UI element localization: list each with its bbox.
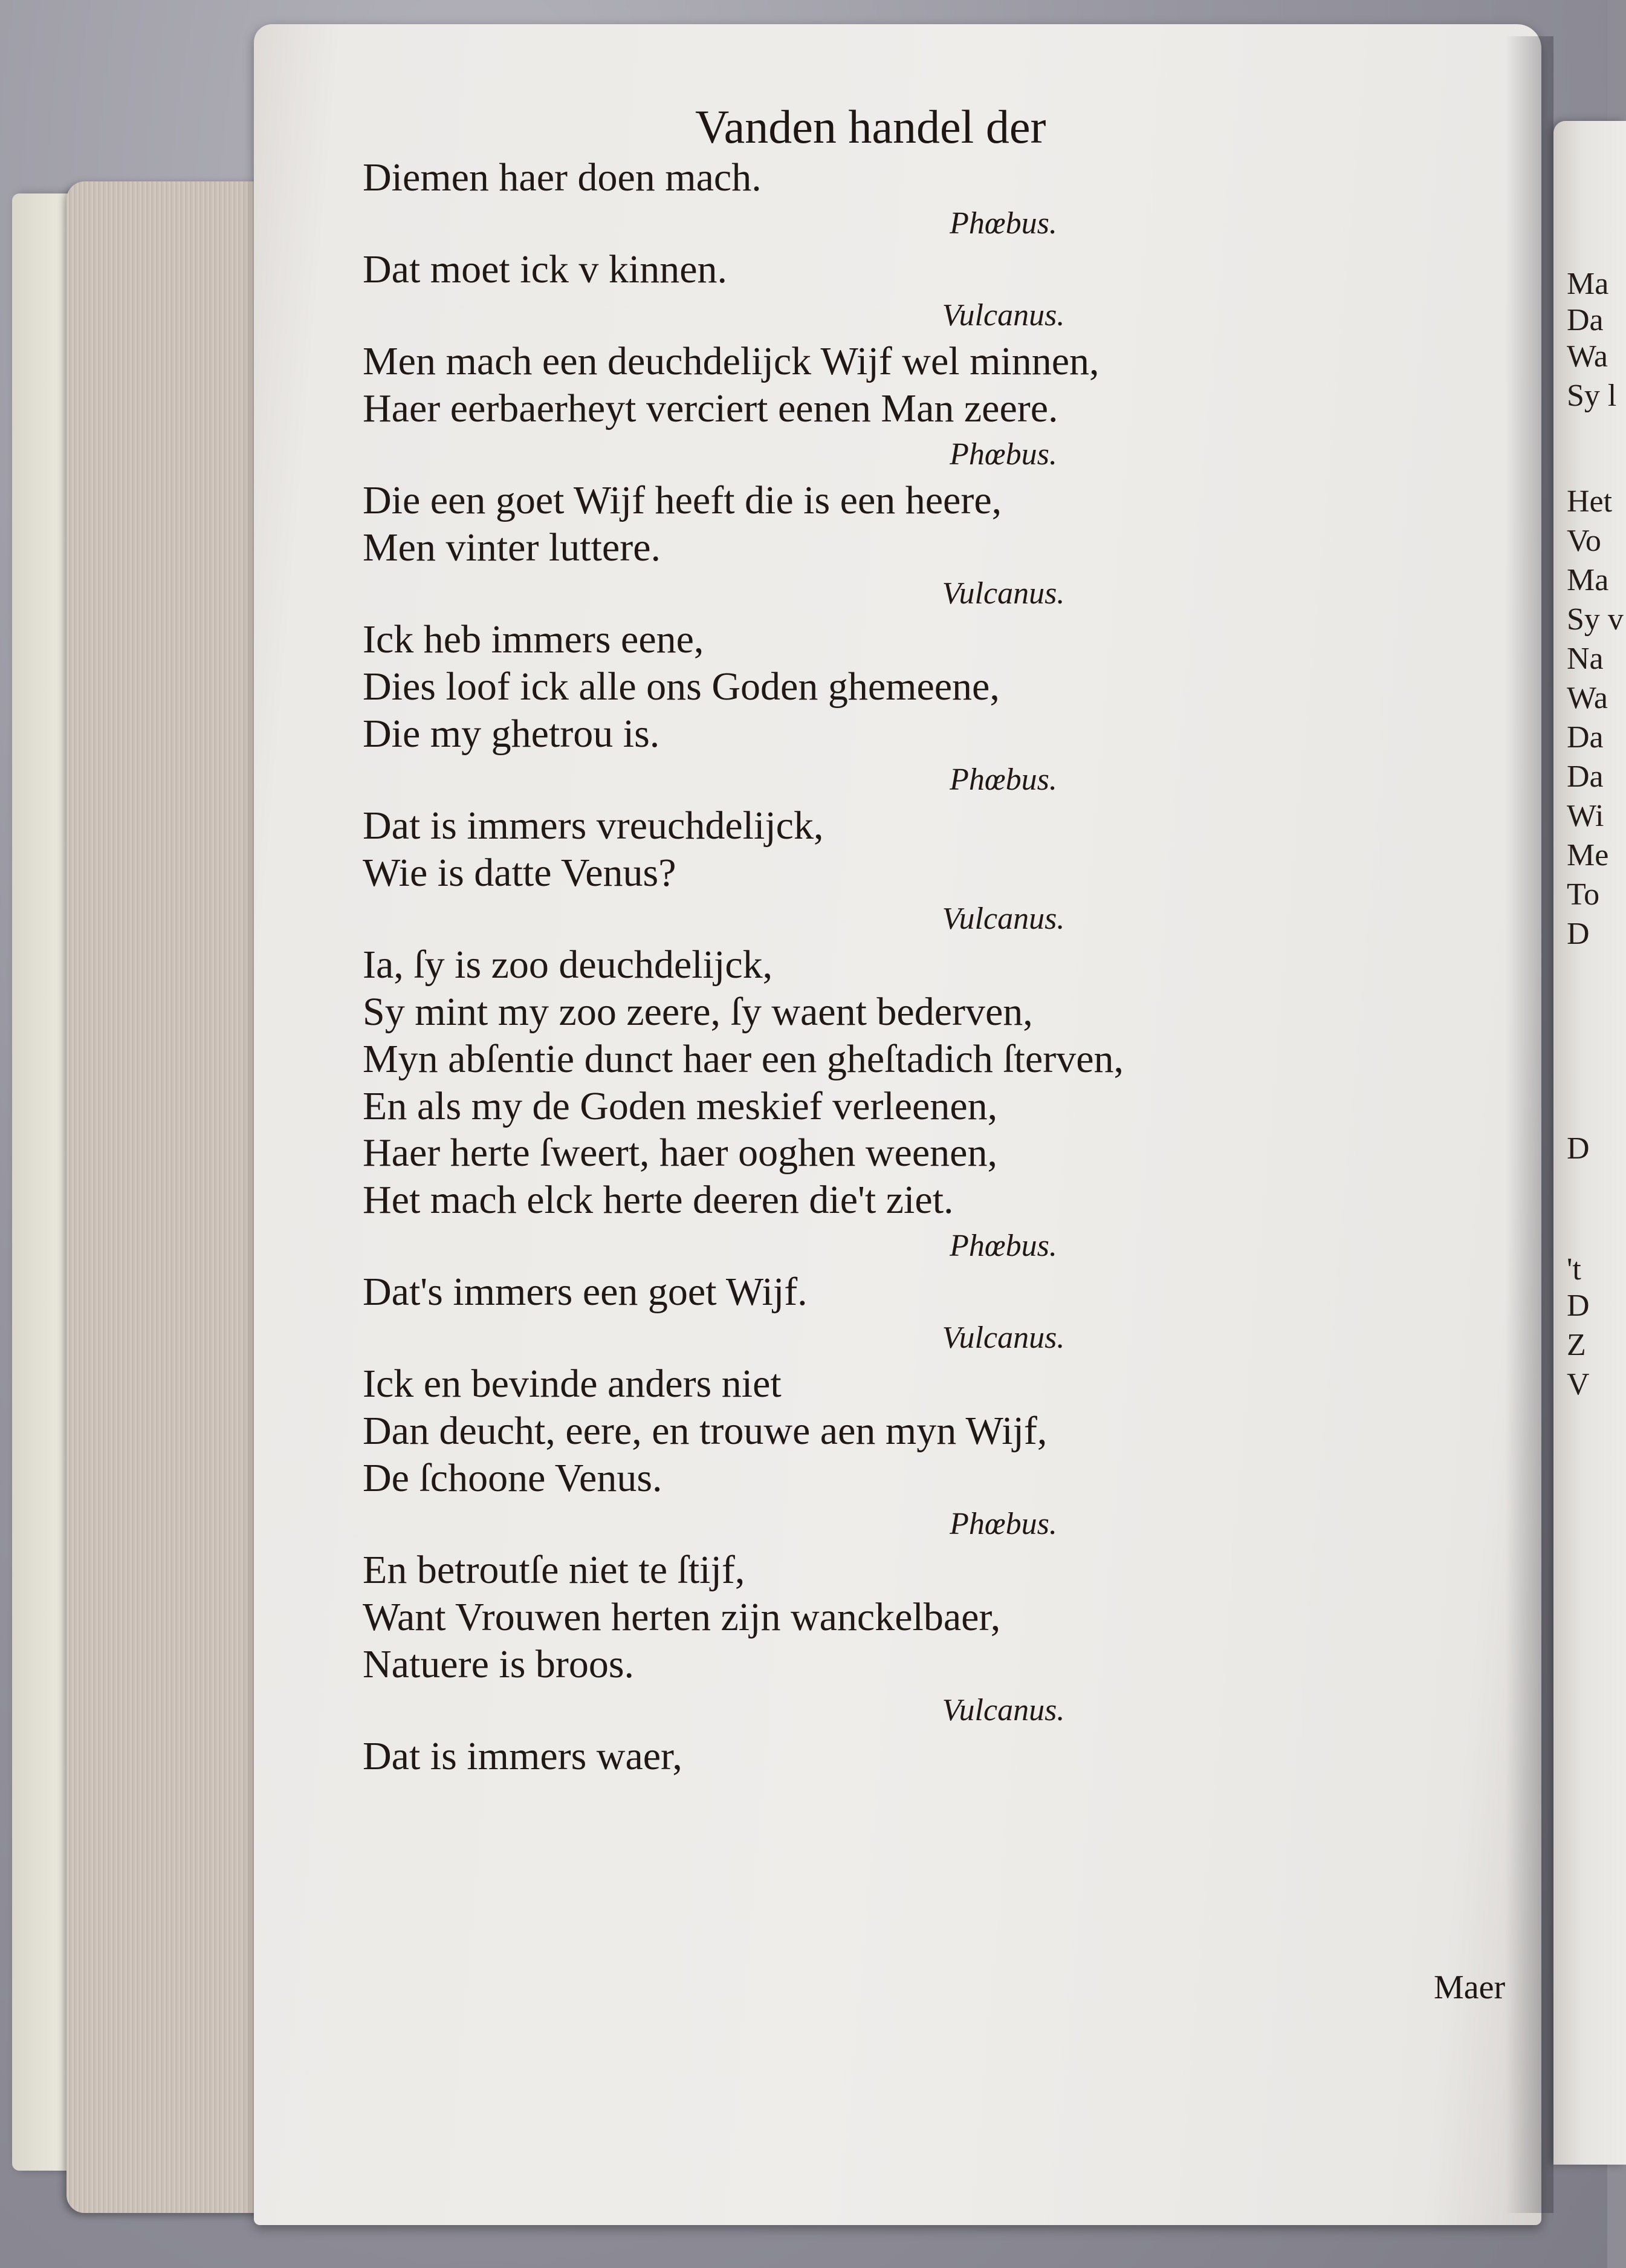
speaker-name: Phœbus.	[950, 206, 1057, 241]
verse-line: Wie is datte Venus?	[363, 850, 676, 895]
facing-page-fragment: Sy l	[1567, 379, 1617, 413]
facing-page-fragment: Me	[1567, 838, 1609, 872]
speaker-name: Phœbus.	[950, 1506, 1057, 1541]
verse-line: Diemen haer doen mach.	[363, 155, 762, 200]
facing-page-fragment: Het	[1567, 484, 1613, 519]
facing-page-fragment: Sy v	[1567, 602, 1624, 637]
speaker-name: Phœbus.	[950, 1228, 1057, 1263]
facing-page-fragment: To	[1567, 877, 1600, 912]
gutter-shadow	[1505, 36, 1553, 2213]
verse-line: Haer herte ſweert, haer ooghen weenen,	[363, 1131, 997, 1175]
facing-page-fragment: Wi	[1567, 799, 1604, 833]
verse-line: En betroutſe niet te ſtijf,	[363, 1548, 745, 1593]
speaker-name: Vulcanus.	[942, 297, 1065, 333]
facing-page-fragment: Wa	[1567, 339, 1608, 374]
verse-line: Dat is immers waer,	[363, 1734, 682, 1779]
facing-page-fragment: D	[1567, 917, 1590, 951]
facing-page-fragment: Wa	[1567, 681, 1608, 715]
verse-line: Dat moet ick v kinnen.	[363, 247, 728, 292]
speaker-name: Vulcanus.	[942, 1692, 1065, 1727]
speaker-name: Vulcanus.	[942, 576, 1065, 611]
facing-page-fragment: Da	[1567, 759, 1604, 794]
facing-page-fragment: D	[1567, 1131, 1590, 1166]
facing-page-fragment: Z	[1567, 1328, 1586, 1362]
verse-line: Dat is immers vreuchdelijck,	[363, 804, 824, 848]
verse-line: Dat's immers een goet Wijf.	[363, 1270, 808, 1314]
facing-page-fragment: Na	[1567, 642, 1604, 676]
speaker-name: Phœbus.	[950, 437, 1057, 472]
facing-page-fragment: 't	[1567, 1252, 1581, 1287]
verse-line: Natuere is broos.	[363, 1642, 635, 1686]
facing-page-fragment: D	[1567, 1288, 1590, 1323]
facing-page-fragment: V	[1567, 1367, 1590, 1402]
facing-page-fragment: Da	[1567, 720, 1604, 755]
verse-line: Dies loof ick alle ons Goden ghemeene,	[363, 664, 1000, 709]
speaker-name: Vulcanus.	[942, 901, 1065, 936]
verse-line: Die een goet Wijf heeft die is een heere,	[363, 478, 1002, 523]
verse-line: Men mach een deuchdelijck Wijf wel minnen,	[363, 339, 1100, 384]
verse-line: En als my de Goden meskief verleenen,	[363, 1084, 998, 1128]
catchword: Maer	[1434, 1969, 1506, 2006]
verse-line: Die my ghetrou is.	[363, 711, 660, 756]
verse-line: Ick heb immers eene,	[363, 617, 704, 662]
verse-line: Ick en bevinde anders niet	[363, 1362, 782, 1406]
facing-page-fragment: Ma	[1567, 563, 1609, 597]
speaker-name: Vulcanus.	[942, 1321, 1065, 1356]
running-head: Vanden handel der	[695, 100, 1046, 153]
speaker-name: Phœbus.	[950, 762, 1057, 797]
page-edges	[66, 181, 266, 2213]
verse-line: Dan deucht, eere, en trouwe aen myn Wijf,	[363, 1409, 1048, 1454]
verse-line: Want Vrouwen herten zijn wanckelbaer,	[363, 1595, 1001, 1640]
verse-line: Sy mint my zoo zeere, ſy waent bederven,	[363, 989, 1033, 1034]
verse-line: Haer eerbaerheyt verciert eenen Man zeere.	[363, 386, 1058, 431]
facing-page	[1553, 121, 1626, 2165]
verse-line: Myn abſentie dunct haer een gheſtadich ſterven,	[363, 1036, 1124, 1081]
page-text	[363, 154, 1499, 1780]
verse-line: Men vinter luttere.	[363, 525, 661, 570]
facing-page-fragment: Da	[1567, 303, 1604, 337]
facing-page-fragment: Vo	[1567, 524, 1601, 558]
verse-line: Ia, ſy is zoo deuchdelijck,	[363, 943, 773, 987]
verse-line: Het mach elck herte deeren die't ziet.	[363, 1178, 954, 1223]
facing-page-fragment: Ma	[1567, 267, 1609, 301]
verse-line: De ſchoone Venus.	[363, 1456, 662, 1501]
